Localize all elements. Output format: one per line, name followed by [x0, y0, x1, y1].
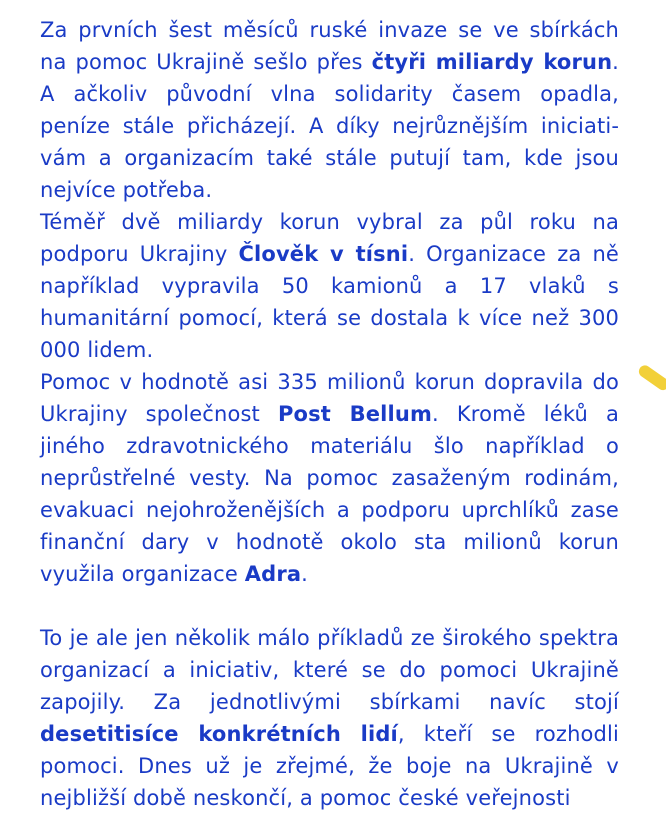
text-segment: Za prvních šest měsíců ruské invaze se ve sbírkách na pomoc Ukrajině sešlo přes [40, 18, 619, 74]
highlight-four-billion: čtyři miliardy korun [371, 50, 613, 74]
text-segment: . [301, 562, 308, 586]
text-segment: , kteří se rozhodli pomoci. Dnes už je zřejmé, že boje na Ukrajině v nejbližší době neskončí, a pomoc české veřejnosti [40, 722, 619, 810]
text-segment: To je ale jen několik málo příkladů ze širokého spektra organizací a iniciativ, které se do pomoci Ukrajině zapojily. Za jednotlivými sbírkami navíc stojí [40, 626, 619, 714]
paragraph-post-bellum-adra [40, 366, 619, 590]
article-body [40, 14, 619, 814]
text-segment: . A ačkoliv původní vlna solidarity časem opadla, peníze stále přicházejí. A díky nejrůznějším iniciativám a organizacím také stále putují tam, kde jsou nejvíce potřeba. [40, 50, 619, 202]
text-segment: . Organizace za ně například vypravila 50 kamionů a 17 vlaků s humanitární pomocí, která se dostala k více než 300 000 lidem. [40, 242, 619, 362]
paragraph-donations-total [40, 14, 619, 206]
highlight-post-bellum: Post Bellum [277, 402, 432, 426]
text-segment: Téměř dvě miliardy korun vybral za půl roku na podporu Ukrajiny [40, 210, 619, 266]
text-segment: . Kromě léků a jiného zdravotnického materiálu šlo například o neprůstřelné vesty. Na pomoc zasaženým rodinám, evakuaci nejohroženějších a podporu uprchlíků zase finanční dary v hodnotě okolo sta milionů korun využila organizace [40, 402, 620, 586]
text-segment: Pomoc v hodnotě asi 335 milionů korun dopravila do Ukrajiny společnost [40, 370, 619, 426]
yellow-accent-stroke [637, 363, 666, 392]
highlight-adra: Adra [244, 562, 302, 586]
highlight-tens-of-thousands: desetitisíce konkrétních lidí [40, 722, 398, 746]
paragraph-other-initiatives [40, 622, 619, 814]
highlight-clovek-v-tisni: Člověk v tísni [238, 242, 409, 266]
paragraph-clovek-v-tisni [40, 206, 619, 366]
